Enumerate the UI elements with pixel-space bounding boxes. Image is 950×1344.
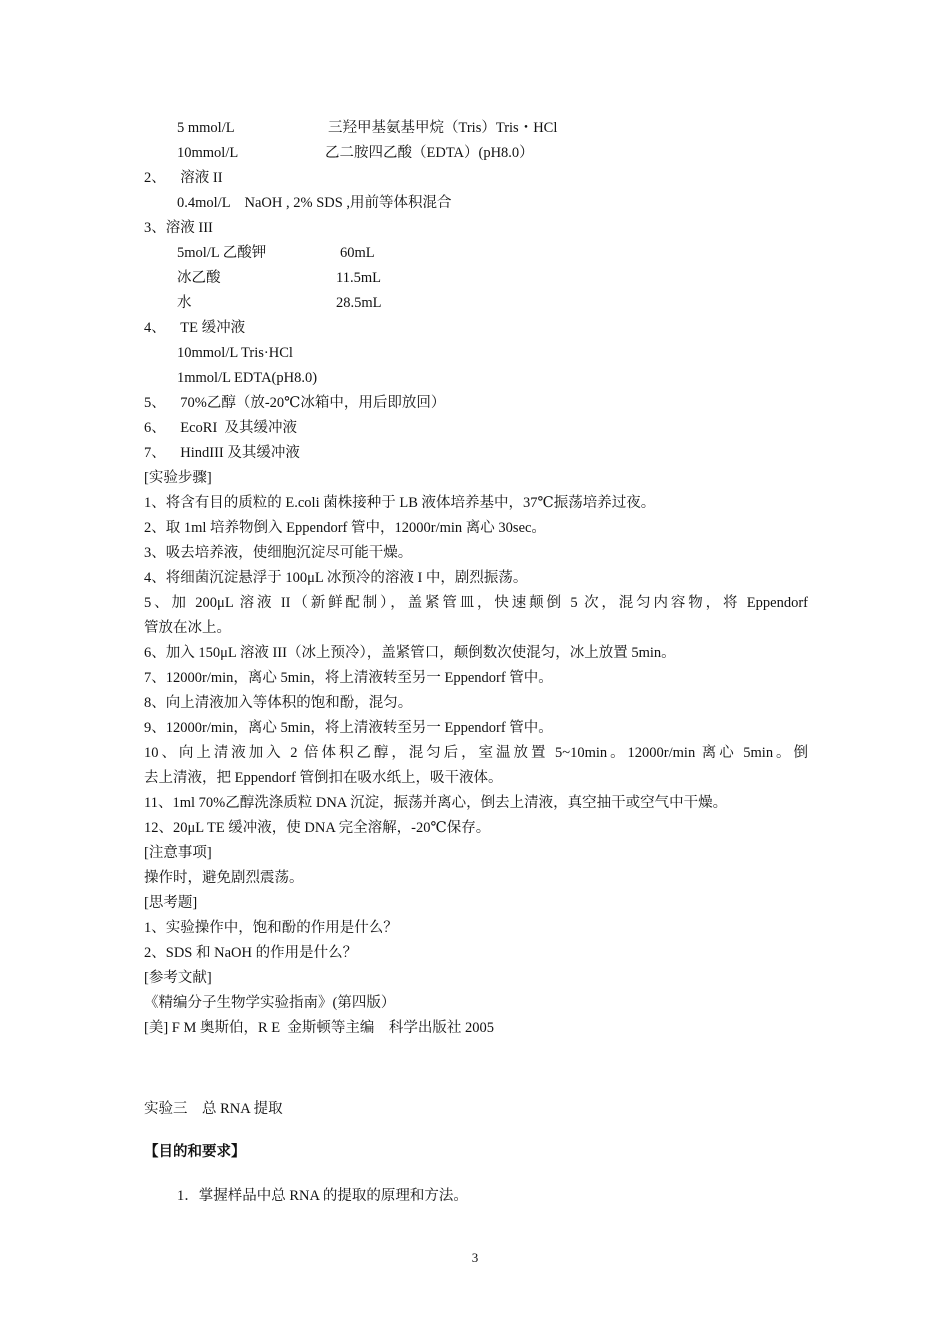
step-item: 6、加入 150μL 溶液 III（冰上预冷），盖紧管口，颠倒数次使混匀，冰上放置 5min。	[144, 645, 676, 661]
solution2-heading: 2、 溶液 II	[144, 170, 223, 186]
step-item: 2、取 1ml 培养物倒入 Eppendorf 管中，12000r/min 离心 30sec。	[144, 520, 546, 536]
solution3-item-name: 5mol/L 乙酸钾	[177, 245, 267, 261]
solution4-heading: 4、 TE 缓冲液	[144, 320, 246, 336]
notes-text: 操作时，避免剧烈震荡。	[144, 870, 304, 886]
experiment3-title: 实验三 总 RNA 提取	[144, 1101, 283, 1117]
step-item-continued: 去上清液，把 Eppendorf 管倒扣在吸水纸上，吸干液体。	[144, 770, 503, 786]
question-item: 1、实验操作中，饱和酚的作用是什么？	[144, 920, 398, 936]
solution1-tris-conc: 5 mmol/L	[177, 120, 235, 136]
step-item: 1、将含有目的质粒的 E.coli 菌株接种于 LB 液体培养基中，37℃振荡培养过夜。	[144, 495, 656, 511]
solution3-item-amount: 28.5mL	[336, 295, 382, 311]
step-item: 8、向上清液加入等体积的饱和酚，混匀。	[144, 695, 413, 711]
solution1-row	[177, 118, 558, 138]
step-item-continued: 管放在冰上。	[144, 620, 231, 636]
step-item: 12、20μL TE 缓冲液，使 DNA 完全溶解，-20℃保存。	[144, 820, 491, 836]
solution3-item-name: 水	[177, 295, 192, 311]
solution4-row: 1mmol/L EDTA(pH8.0)	[177, 370, 318, 386]
solution3-item-name: 冰乙酸	[177, 270, 221, 286]
step-item: 4、将细菌沉淀悬浮于 100μL 冰预冷的溶液 I 中，剧烈振荡。	[144, 570, 528, 586]
experiment3-purpose-item: 1．掌握样品中总 RNA 的提取的原理和方法。	[177, 1188, 468, 1204]
solution4-row: 10mmol/L Tris·HCl	[177, 345, 293, 361]
steps-heading: [实验步骤]	[144, 470, 212, 486]
solution1-edta-conc: 10mmol/L	[177, 145, 239, 161]
step-item: 5、加 200μL 溶液 II（新鲜配制），盖紧管皿，快速颠倒 5 次，混匀内容物，将 Eppendorf	[144, 595, 808, 611]
page-number: 3	[471, 1250, 479, 1265]
solution3-row	[177, 243, 375, 263]
questions-heading: [思考题]	[144, 895, 198, 911]
solution3-item-amount: 60mL	[340, 245, 375, 261]
solution2-desc: 0.4mol/L NaOH , 2% SDS ,用前等体积混合	[177, 195, 452, 211]
solution3-heading: 3、溶液 III	[144, 220, 213, 236]
reference-item: [美] F M 奥斯伯，R E 金斯顿等主编 科学出版社 2005	[144, 1020, 495, 1036]
experiment3-purpose-heading: 【目的和要求】	[144, 1144, 246, 1160]
solution1-edta-name: 乙二胺四乙酸（EDTA）(pH8.0）	[325, 145, 534, 161]
question-item: 2、SDS 和 NaOH 的作用是什么？	[144, 945, 358, 961]
reference-item: 《精编分子生物学实验指南》(第四版）	[144, 995, 396, 1011]
step-item: 7、12000r/min，离心 5min，将上清液转至另一 Eppendorf 管中。	[144, 670, 553, 686]
step-item: 11、1ml 70%乙醇洗涤质粒 DNA 沉淀，振荡并离心，倒去上清液，真空抽干或空气中干燥。	[144, 795, 728, 811]
step-item: 3、吸去培养液，使细胞沉淀尽可能干燥。	[144, 545, 413, 561]
refs-heading: [参考文献]	[144, 970, 212, 986]
reagent-item: 6、 EcoRI 及其缓冲液	[144, 420, 298, 436]
reagent-item: 5、 70%乙醇（放-20℃冰箱中，用后即放回）	[144, 395, 446, 411]
solution3-row	[177, 293, 382, 313]
solution1-tris-name: 三羟甲基氨基甲烷（Tris）Tris・HCl	[328, 120, 558, 136]
step-item: 10、向上清液加入 2 倍体积乙醇，混匀后，室温放置 5~10min。12000r/min 离心 5min。倒	[144, 745, 808, 761]
solution1-row	[177, 143, 534, 163]
reagent-item: 7、 HindIII 及其缓冲液	[144, 445, 300, 461]
solution3-item-amount: 11.5mL	[336, 270, 381, 286]
solution3-row	[177, 268, 381, 288]
notes-heading: [注意事项]	[144, 845, 212, 861]
step-item: 9、12000r/min，离心 5min，将上清液转至另一 Eppendorf 管中。	[144, 720, 553, 736]
